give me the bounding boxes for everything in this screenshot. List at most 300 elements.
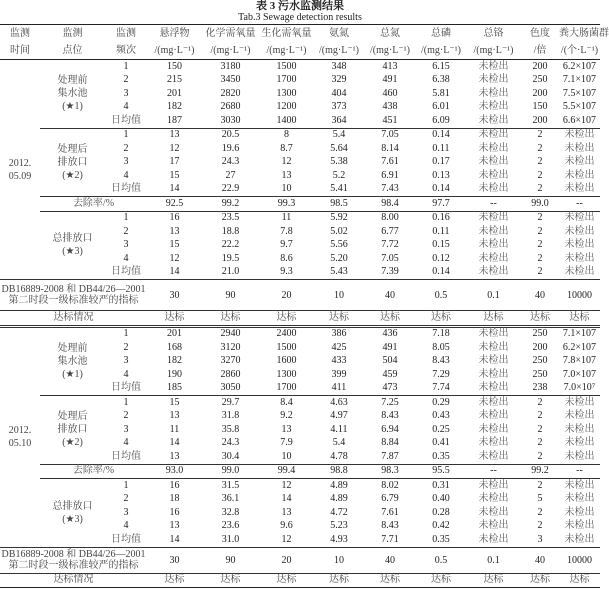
value-cell: 8.02 xyxy=(381,479,399,491)
value-cell: 4.97 xyxy=(330,410,348,422)
value-cell: 8.43 xyxy=(381,410,399,422)
standard-value: 40 xyxy=(364,547,416,573)
value-cell: 7.72 xyxy=(381,239,399,251)
value-cell: 0.14 xyxy=(416,128,466,142)
standard-value: 10000 xyxy=(559,547,600,573)
value-cell: 460 xyxy=(382,87,398,99)
value-cell: 1300 xyxy=(276,87,297,99)
frequency-cell: 3 xyxy=(123,87,129,99)
removal-rate-value: 95.5 xyxy=(416,464,466,479)
value-cell: 8.84 xyxy=(381,437,399,449)
compliance-value: 达标 xyxy=(259,573,314,588)
monitoring-site: 总排放口 (★3) xyxy=(52,500,93,525)
removal-rate-value: 99.0 xyxy=(521,197,559,212)
frequency-cell: 日均值 xyxy=(111,266,141,278)
value-cell: 未检出 xyxy=(564,266,595,278)
value-cell: 3120 xyxy=(220,341,241,353)
value-cell: 未检出 xyxy=(564,520,595,532)
value-cell: 7.43 xyxy=(381,183,399,195)
value-cell: 8.00 xyxy=(381,212,399,224)
frequency-cell: 1 xyxy=(105,326,147,341)
table-row xyxy=(0,128,600,142)
column-header: /(mg·L⁻¹) xyxy=(202,42,259,60)
frequency-cell: 3 xyxy=(123,239,129,251)
standard-value: 0.1 xyxy=(466,280,521,311)
monitoring-site: 处理后 排放口 (★2) xyxy=(40,128,105,197)
monitoring-site: 总排放口 (★3) xyxy=(52,233,93,258)
value-cell: 2 xyxy=(537,437,543,449)
frequency-cell: 1 xyxy=(105,396,147,410)
value-cell: 13 xyxy=(147,128,202,142)
value-cell: 8 xyxy=(259,128,314,142)
value-cell: 1500 xyxy=(276,60,297,72)
value-cell: 5.20 xyxy=(330,252,348,264)
value-cell: 5.23 xyxy=(330,520,348,532)
standard-value: 10000 xyxy=(559,280,600,311)
compliance-value: 达标 xyxy=(466,573,521,588)
value-cell: 1400 xyxy=(276,114,297,126)
value-cell: 6.38 xyxy=(432,74,450,86)
column-header: 监测 xyxy=(40,25,105,43)
frequency-cell: 2 xyxy=(123,493,129,505)
value-cell: 7.9 xyxy=(280,437,293,449)
value-cell: 7.0×10⁷ xyxy=(563,382,596,394)
value-cell: 411 xyxy=(331,382,347,394)
standard-value: 20 xyxy=(259,280,314,311)
standard-value: 90 xyxy=(202,280,259,311)
value-cell: 215 xyxy=(167,74,182,86)
compliance-value: 达标 xyxy=(466,311,521,327)
monitoring-site: 处理前 集水池 (★1) xyxy=(57,75,88,113)
value-cell: 0.11 xyxy=(432,225,450,237)
value-cell: 2940 xyxy=(202,326,259,341)
value-cell: 10 xyxy=(281,183,292,195)
value-cell: 7.8×107 xyxy=(562,355,597,367)
value-cell: 未检出 xyxy=(478,437,509,449)
value-cell: 4.89 xyxy=(330,493,348,505)
value-cell: 5.92 xyxy=(330,212,348,224)
value-cell: 未检出 xyxy=(559,396,600,410)
value-cell: 未检出 xyxy=(559,128,600,142)
value-cell: 9.2 xyxy=(280,410,293,422)
value-cell: 6.94 xyxy=(381,423,399,435)
standard-label: DB16889-2008 和 DB44/26—2001 第二时段一级标准较严的指标 xyxy=(1,549,146,571)
monitoring-site: 处理前 集水池 (★1) xyxy=(40,326,105,396)
column-header: 总磷 xyxy=(416,25,466,43)
value-cell: 5.38 xyxy=(330,156,348,168)
removal-rate-value: -- xyxy=(466,197,521,212)
value-cell: 7.05 xyxy=(364,128,416,142)
frequency-cell: 2 xyxy=(123,410,129,422)
value-cell: 未检出 xyxy=(564,252,595,264)
value-cell: 9.7 xyxy=(280,239,293,251)
compliance-value: 达标 xyxy=(259,311,314,327)
value-cell: 6.77 xyxy=(381,225,399,237)
value-cell: 3050 xyxy=(220,382,241,394)
value-cell: 31.8 xyxy=(221,410,240,422)
standard-value: 0.5 xyxy=(416,280,466,311)
compliance-value: 达标 xyxy=(559,573,600,588)
value-cell: 1600 xyxy=(276,355,297,367)
value-cell: 348 xyxy=(331,60,347,72)
value-cell: 200 xyxy=(532,114,548,126)
table-header xyxy=(0,25,609,60)
value-cell: 2 xyxy=(537,142,543,154)
value-cell: 32.8 xyxy=(221,506,240,518)
value-cell: 未检出 xyxy=(564,169,595,181)
value-cell: 14 xyxy=(169,533,180,545)
column-header: 悬浮物 xyxy=(147,25,202,43)
value-cell: 29.7 xyxy=(202,396,259,410)
value-cell: 未检出 xyxy=(478,368,509,380)
value-cell: 0.17 xyxy=(432,156,450,168)
frequency-cell: 4 xyxy=(123,101,129,113)
compliance-value: 达标 xyxy=(521,311,559,327)
frequency-cell: 4 xyxy=(123,252,129,264)
value-cell: 13 xyxy=(169,450,180,462)
value-cell: 8.05 xyxy=(432,341,450,353)
value-cell: 7.61 xyxy=(381,156,399,168)
standard-value: 90 xyxy=(202,547,259,573)
value-cell: 15 xyxy=(169,169,180,181)
value-cell: 201 xyxy=(167,87,182,99)
value-cell: 31.5 xyxy=(221,479,240,491)
value-cell: 6.2×107 xyxy=(562,341,597,353)
value-cell: 5.5×107 xyxy=(562,101,597,113)
value-cell: 未检出 xyxy=(478,450,509,462)
value-cell: 未检出 xyxy=(478,74,509,86)
removal-rate-value: 93.0 xyxy=(147,464,202,479)
value-cell: 4.78 xyxy=(330,450,348,462)
value-cell: 5.4 xyxy=(332,437,346,449)
column-header: 总氮 xyxy=(364,25,416,43)
compliance-value: 达标 xyxy=(559,311,600,327)
value-cell: 329 xyxy=(331,74,347,86)
value-cell: 18 xyxy=(169,493,180,505)
value-cell: 36.1 xyxy=(221,493,240,505)
value-cell: 未检出 xyxy=(466,128,521,142)
value-cell: 未检出 xyxy=(478,252,509,264)
value-cell: 31.0 xyxy=(221,533,240,545)
value-cell: 7.05 xyxy=(381,252,399,264)
value-cell: 未检出 xyxy=(478,183,509,195)
value-cell: 0.25 xyxy=(432,423,450,435)
value-cell: 6.01 xyxy=(432,101,450,113)
table-row xyxy=(0,326,600,341)
value-cell: 未检出 xyxy=(478,423,509,435)
column-header: 生化需氧量 xyxy=(259,25,314,43)
value-cell: 1500 xyxy=(276,341,297,353)
value-cell: 2860 xyxy=(220,368,241,380)
column-header: /(mg·L⁻¹) xyxy=(147,42,202,60)
value-cell: 15 xyxy=(147,396,202,410)
frequency-cell: 1 xyxy=(123,212,129,224)
value-cell: 8.7 xyxy=(280,142,293,154)
value-cell: 4.11 xyxy=(330,423,348,435)
column-header: /(mg·L⁻¹) xyxy=(314,42,364,60)
value-cell: 491 xyxy=(382,341,398,353)
removal-rate-value: 98.4 xyxy=(364,197,416,212)
value-cell: 14 xyxy=(169,183,180,195)
value-cell: 未检出 xyxy=(564,156,595,168)
value-cell: 0.16 xyxy=(432,212,450,224)
compliance-value: 达标 xyxy=(521,573,559,588)
value-cell: 30.4 xyxy=(221,450,240,462)
value-cell: 17 xyxy=(169,156,180,168)
table-title: 表 3 污水监测结果 xyxy=(256,0,344,12)
value-cell: 22.2 xyxy=(221,239,240,251)
value-cell: 14 xyxy=(281,493,292,505)
value-cell: 未检出 xyxy=(478,212,509,224)
value-cell: 5.2 xyxy=(332,169,346,181)
column-header: 时间 xyxy=(0,42,40,60)
frequency-cell: 日均值 xyxy=(111,114,141,126)
value-cell: 8.4 xyxy=(259,396,314,410)
value-cell: 5.4 xyxy=(314,128,364,142)
compliance-value: 达标 xyxy=(202,311,259,327)
value-cell: 5.41 xyxy=(330,183,348,195)
value-cell: 185 xyxy=(167,382,182,394)
value-cell: 13 xyxy=(169,225,180,237)
standard-value: 0.1 xyxy=(466,547,521,573)
compliance-label: 达标情况 xyxy=(0,573,147,588)
column-header: /(mg·L⁻¹) xyxy=(364,42,416,60)
frequency-cell: 4 xyxy=(123,368,129,380)
value-cell: 0.43 xyxy=(432,410,450,422)
frequency-cell: 2 xyxy=(123,74,129,86)
value-cell: 13 xyxy=(169,410,180,422)
value-cell: 13 xyxy=(281,169,292,181)
value-cell: 3 xyxy=(537,533,543,545)
value-cell: 未检出 xyxy=(478,225,509,237)
frequency-cell: 3 xyxy=(123,355,129,367)
value-cell: 1300 xyxy=(276,368,297,380)
value-cell: 未检出 xyxy=(564,479,595,491)
value-cell: 2 xyxy=(537,520,543,532)
value-cell: 7.8 xyxy=(280,225,293,237)
value-cell: 433 xyxy=(331,355,347,367)
compliance-value: 达标 xyxy=(416,573,466,588)
value-cell: 2 xyxy=(537,266,543,278)
frequency-cell: 4 xyxy=(123,169,129,181)
value-cell: 7.25 xyxy=(364,396,416,410)
frequency-cell: 日均值 xyxy=(111,183,141,195)
value-cell: 12 xyxy=(169,252,180,264)
value-cell: 250 xyxy=(532,355,548,367)
value-cell: 182 xyxy=(167,101,182,113)
value-cell: 201 xyxy=(147,326,202,341)
value-cell: 16 xyxy=(169,506,180,518)
value-cell: 150 xyxy=(167,60,182,72)
value-cell: 413 xyxy=(382,60,398,72)
value-cell: 11 xyxy=(169,423,180,435)
frequency-cell: 3 xyxy=(123,506,129,518)
value-cell: 3270 xyxy=(220,355,241,367)
value-cell: 7.0×107 xyxy=(562,368,597,380)
column-header: /(mg·L⁻¹) xyxy=(259,42,314,60)
value-cell: 16 xyxy=(169,479,180,491)
column-header: 监测 xyxy=(105,25,147,43)
removal-rate-value: 97.7 xyxy=(416,197,466,212)
frequency-cell: 3 xyxy=(123,156,129,168)
frequency-cell: 4 xyxy=(123,437,129,449)
value-cell: 12 xyxy=(281,156,292,168)
value-cell: 15 xyxy=(169,239,180,251)
value-cell: 未检出 xyxy=(564,183,595,195)
value-cell: 8.14 xyxy=(381,142,399,154)
removal-rate-value: 92.5 xyxy=(147,197,202,212)
value-cell: 0.40 xyxy=(432,493,450,505)
value-cell: 168 xyxy=(167,341,182,353)
value-cell: 13 xyxy=(169,520,180,532)
value-cell: 10 xyxy=(281,450,292,462)
value-cell: 2 xyxy=(537,225,543,237)
column-header: 化学需氧量 xyxy=(202,25,259,43)
value-cell: 未检出 xyxy=(478,493,509,505)
value-cell: 未检出 xyxy=(478,355,509,367)
compliance-row xyxy=(0,311,600,327)
value-cell: 未检出 xyxy=(564,212,595,224)
table-row xyxy=(0,60,600,74)
value-cell: 5.56 xyxy=(330,239,348,251)
value-cell: 未检出 xyxy=(466,396,521,410)
header-row xyxy=(0,25,600,43)
value-cell: 2 xyxy=(537,169,543,181)
value-cell: 3030 xyxy=(220,114,241,126)
value-cell: 4.72 xyxy=(330,506,348,518)
value-cell: 182 xyxy=(167,355,182,367)
value-cell: 6.6×107 xyxy=(562,114,597,126)
value-cell: 16 xyxy=(169,212,180,224)
value-cell: 504 xyxy=(382,355,398,367)
standard-value: 40 xyxy=(521,547,559,573)
value-cell: 8.43 xyxy=(381,520,399,532)
removal-rate-row xyxy=(0,197,600,212)
value-cell: 未检出 xyxy=(564,423,595,435)
value-cell: 7.1×107 xyxy=(562,74,597,86)
frequency-cell: 1 xyxy=(123,60,129,72)
value-cell: 5.02 xyxy=(330,225,348,237)
value-cell: 0.31 xyxy=(432,479,450,491)
value-cell: 0.13 xyxy=(432,169,450,181)
removal-rate-value: -- xyxy=(559,197,600,212)
value-cell: 7.39 xyxy=(381,266,399,278)
standard-value: 10 xyxy=(314,547,364,573)
value-cell: 4.89 xyxy=(330,479,348,491)
value-cell: 未检出 xyxy=(478,87,509,99)
standard-value: 0.5 xyxy=(416,547,466,573)
standard-value: 20 xyxy=(259,547,314,573)
value-cell: 9.3 xyxy=(280,266,293,278)
value-cell: 6.2×107 xyxy=(562,60,597,72)
value-cell: 未检出 xyxy=(478,382,509,394)
compliance-value: 达标 xyxy=(364,311,416,327)
value-cell: 250 xyxy=(532,74,548,86)
value-cell: 7.61 xyxy=(381,506,399,518)
value-cell: 190 xyxy=(167,368,182,380)
column-header: 氨氮 xyxy=(314,25,364,43)
removal-rate-value: -- xyxy=(466,464,521,479)
value-cell: 200 xyxy=(532,341,548,353)
value-cell: 未检出 xyxy=(478,479,509,491)
value-cell: 未检出 xyxy=(564,493,595,505)
value-cell: 未检出 xyxy=(478,520,509,532)
value-cell: 未检出 xyxy=(478,169,509,181)
value-cell: 5.43 xyxy=(330,266,348,278)
value-cell: 5.81 xyxy=(432,87,450,99)
value-cell: 未检出 xyxy=(478,101,509,113)
value-cell: 364 xyxy=(331,114,347,126)
value-cell: 2 xyxy=(537,252,543,264)
value-cell: 未检出 xyxy=(478,60,509,72)
value-cell: 8.6 xyxy=(280,252,293,264)
value-cell: 0.35 xyxy=(432,450,450,462)
column-header: 频次 xyxy=(105,42,147,60)
value-cell: 436 xyxy=(364,326,416,341)
value-cell: 6.09 xyxy=(432,114,450,126)
frequency-cell: 日均值 xyxy=(111,533,141,545)
value-cell: 238 xyxy=(532,382,548,394)
table-row xyxy=(0,479,600,493)
compliance-value: 达标 xyxy=(202,573,259,588)
value-cell: 11 xyxy=(281,212,292,224)
value-cell: 451 xyxy=(382,114,398,126)
value-cell: 4.93 xyxy=(330,533,348,545)
value-cell: 7.87 xyxy=(381,450,399,462)
value-cell: 250 xyxy=(521,326,559,341)
value-cell: 0.29 xyxy=(416,396,466,410)
monitoring-date: 2012. 05.10 xyxy=(8,425,32,449)
column-header: 点位 xyxy=(40,42,105,60)
value-cell: 13 xyxy=(281,506,292,518)
value-cell: 23.5 xyxy=(221,212,240,224)
value-cell: 4.63 xyxy=(314,396,364,410)
value-cell: 1200 xyxy=(276,101,297,113)
removal-rate-value: 98.3 xyxy=(364,464,416,479)
value-cell: 2 xyxy=(521,396,559,410)
value-cell: 24.3 xyxy=(221,156,240,168)
column-header: 粪大肠菌群 xyxy=(559,25,600,43)
compliance-value: 达标 xyxy=(314,573,364,588)
value-cell: 未检出 xyxy=(478,533,509,545)
standard-value: 30 xyxy=(147,547,202,573)
value-cell: 404 xyxy=(331,87,347,99)
value-cell: 0.42 xyxy=(432,520,450,532)
value-cell: 425 xyxy=(331,341,347,353)
value-cell: 1700 xyxy=(276,382,297,394)
value-cell: 22.9 xyxy=(221,183,240,195)
standard-value: 40 xyxy=(364,280,416,311)
value-cell: 35.8 xyxy=(221,423,240,435)
value-cell: 2 xyxy=(537,183,543,195)
value-cell: 7.71 xyxy=(381,533,399,545)
value-cell: 14 xyxy=(169,266,180,278)
removal-rate-value: -- xyxy=(559,464,600,479)
compliance-value: 达标 xyxy=(147,573,202,588)
monitoring-date: 2012. 05.09 xyxy=(8,157,32,182)
standard-row xyxy=(0,280,600,311)
column-header: /(mg·L⁻¹) xyxy=(466,42,521,60)
value-cell: 3180 xyxy=(220,60,241,72)
value-cell: 23.6 xyxy=(221,520,240,532)
removal-rate-value: 99.4 xyxy=(259,464,314,479)
frequency-cell: 2 xyxy=(123,225,129,237)
value-cell: 5 xyxy=(537,493,543,505)
standard-row xyxy=(0,547,600,573)
value-cell: 0.12 xyxy=(432,252,450,264)
value-cell: 未检出 xyxy=(564,225,595,237)
value-cell: 473 xyxy=(382,382,398,394)
